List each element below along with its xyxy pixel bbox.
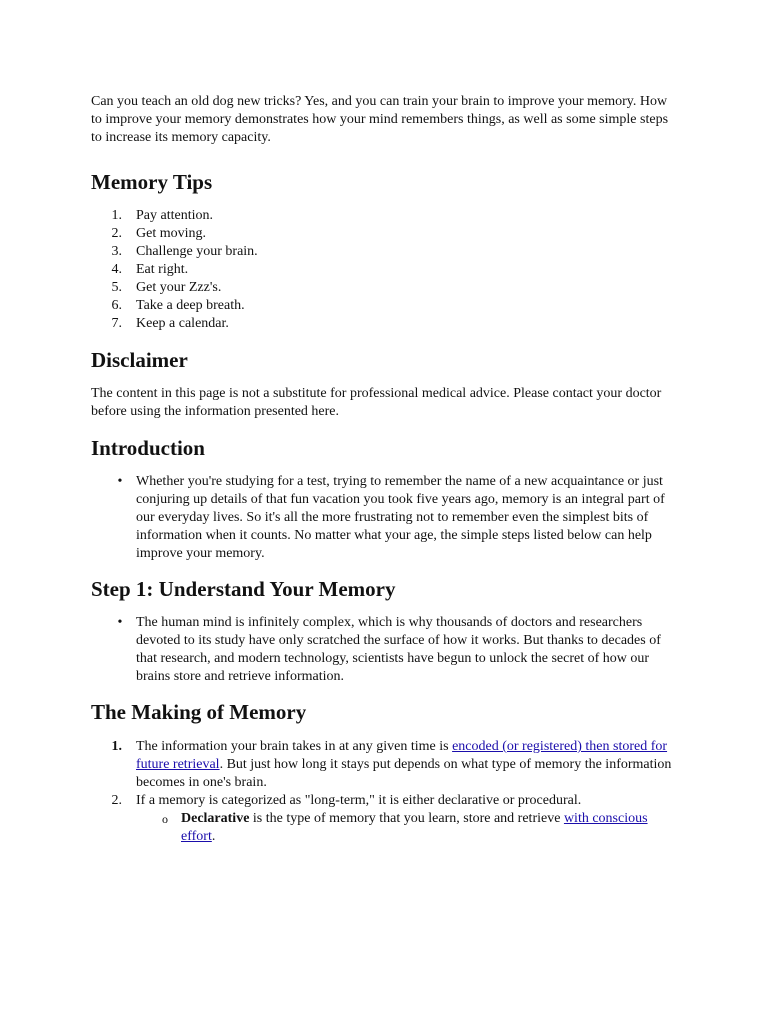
disclaimer-heading: Disclaimer	[91, 348, 188, 372]
list-item-text: Whether you're studying for a test, trying to remember the name of a new acquaintance or just conjuring up details of that fun vacation you took five years ago, memory is an integral part of our everyday lives. So it's all the more frustrating not to remember even the simplest bits of information when it counts. No matter what your age, the simple steps listed below can help improve your memory.	[136, 474, 665, 561]
list-item-text: Keep a calendar.	[136, 316, 229, 331]
list-number: 6.	[111, 298, 122, 313]
disclaimer-paragraph: The content in this page is not a substitute for professional medical advice. Please contact your doctor before using the information presented here.	[91, 386, 662, 419]
conscious-effort-link[interactable]: with conscious effort	[181, 811, 648, 844]
memory-tips-list	[91, 207, 681, 333]
list-item-text: The human mind is infinitely complex, which is why thousands of doctors and researchers devoted to its study have only scratched the surface of how it works. But thanks to decades of that research, and modern technology, scientists have begun to unlock the secret of how our brains store and retrieve information.	[136, 615, 661, 684]
sub-list-text-end: .	[211, 829, 216, 844]
list-item	[91, 279, 681, 297]
list-item-text: The information your brain takes in at any given time is	[136, 739, 453, 754]
list-number: 1.	[111, 208, 122, 223]
list-number: 2.	[111, 226, 122, 241]
introduction-list	[91, 473, 681, 563]
bullet-icon: •	[117, 615, 123, 630]
encoded-stored-link[interactable]: encoded (or registered) then stored for future retrieval	[136, 739, 668, 772]
sub-list-item	[136, 810, 681, 846]
list-item	[91, 315, 681, 333]
list-item-text: If a memory is categorized as "long-term," it is either declarative or procedural.	[136, 793, 582, 808]
list-item-text: Pay attention.	[136, 208, 213, 223]
intro-paragraph: Can you teach an old dog new tricks? Yes, and you can train your brain to improve your memory. How to improve your memory demonstrates how your mind remembers things, as well as some simple steps to increase its memory capacity.	[91, 94, 669, 145]
list-item-text: Eat right.	[136, 262, 189, 277]
circle-bullet-icon: o	[162, 812, 168, 826]
bullet-icon: •	[117, 474, 123, 489]
list-item-text: Take a deep breath.	[136, 298, 245, 313]
list-item	[91, 207, 681, 225]
list-number: 3.	[111, 244, 122, 259]
list-item	[91, 473, 681, 563]
list-item	[91, 261, 681, 279]
list-item	[91, 225, 681, 243]
sub-list	[136, 810, 681, 846]
list-number: 1.	[111, 739, 122, 754]
making-of-memory-heading: The Making of Memory	[91, 700, 307, 724]
list-number: 4.	[111, 262, 122, 277]
list-number: 5.	[111, 280, 122, 295]
step1-list	[91, 614, 681, 686]
memory-tips-heading: Memory Tips	[91, 170, 213, 194]
introduction-heading: Introduction	[91, 436, 205, 460]
list-item	[91, 243, 681, 261]
list-number: 2.	[111, 793, 122, 808]
making-of-memory-list	[91, 738, 681, 846]
document-page	[91, 93, 681, 846]
list-item	[91, 614, 681, 686]
list-item-text-continued: . But just how long it stays put depends on what type of memory the information becomes in one's brain.	[136, 757, 672, 790]
step1-heading: Step 1: Understand Your Memory	[91, 577, 396, 601]
list-item	[91, 792, 681, 846]
list-item	[91, 738, 681, 792]
list-number: 7.	[111, 316, 122, 331]
list-item-text: Get your Zzz's.	[136, 280, 222, 295]
sub-list-text: is the type of memory that you learn, store and retrieve	[249, 811, 564, 826]
list-item-text: Challenge your brain.	[136, 244, 258, 259]
list-item	[91, 297, 681, 315]
list-item-text: Get moving.	[136, 226, 206, 241]
declarative-term: Declarative	[181, 811, 250, 826]
